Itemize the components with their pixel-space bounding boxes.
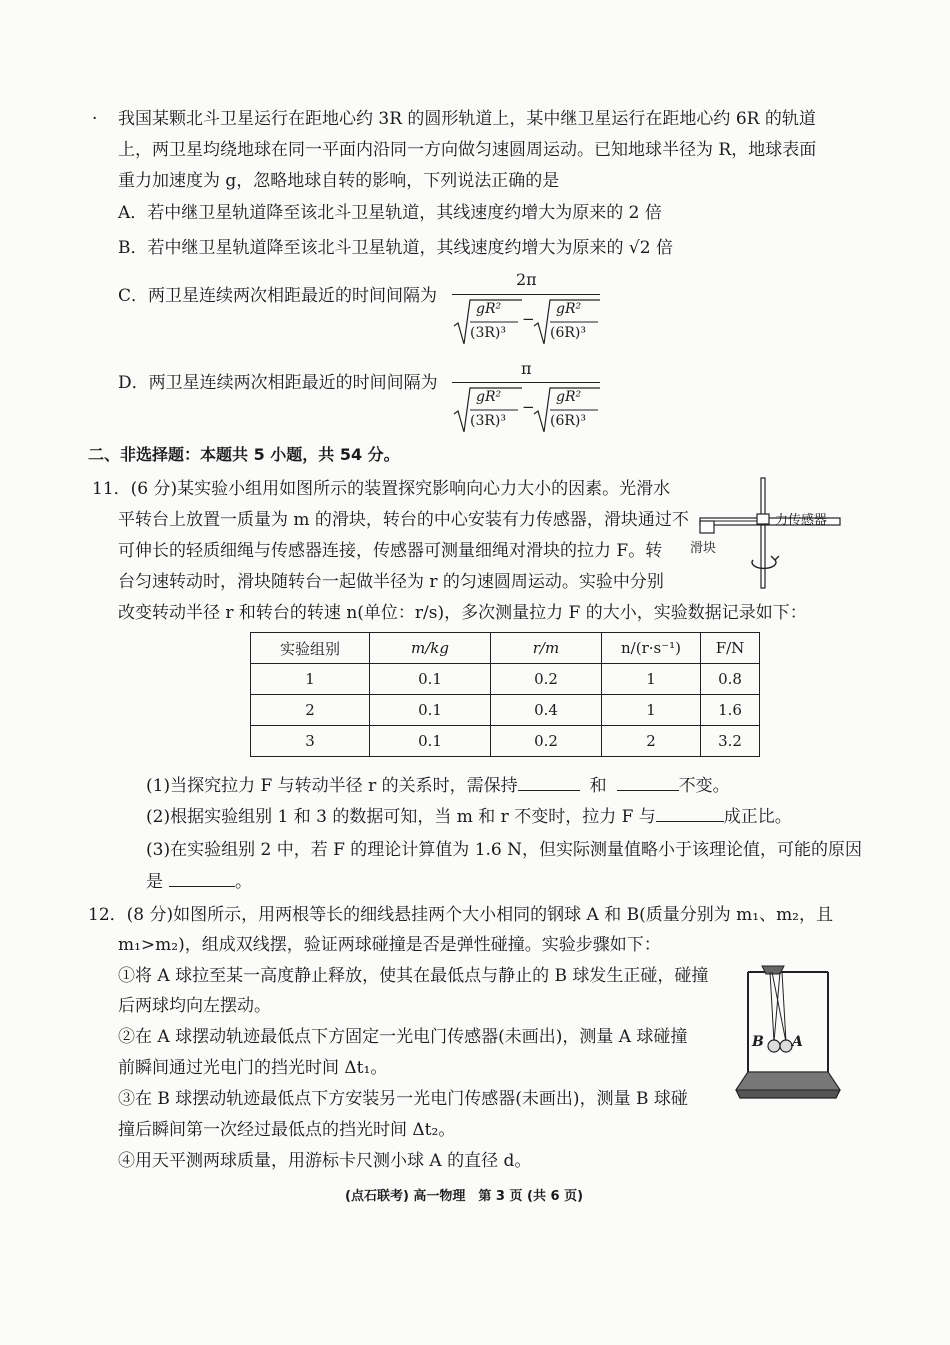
pendulum-figure	[728, 960, 848, 1110]
q10-option-d-radicand-den-2: (6R)³	[550, 413, 586, 429]
q10-option-c-minus: −	[522, 310, 535, 328]
q10-option-c-radicand-den-1: (3R)³	[470, 325, 506, 341]
q11-stem-line3: 可伸长的轻质细绳与传感器连接，传感器可测量细绳对滑块的拉力 F。转	[118, 541, 663, 561]
table-cell: 1	[251, 664, 370, 695]
q11-sub3-text: 是	[146, 872, 163, 892]
table-cell: 1	[602, 664, 701, 695]
answer-blank[interactable]	[169, 885, 235, 887]
q12-step3-a: ③在 B 球摆动轨迹最低点下方安装另一光电门传感器(未画出)，测量 B 球碰	[118, 1089, 688, 1109]
table-cell: 0.8	[701, 664, 760, 695]
table-row	[251, 664, 760, 695]
q10-option-d-minus: −	[522, 398, 535, 416]
q11-subquestion-1	[146, 773, 730, 799]
table-cell: 0.1	[370, 664, 491, 695]
table-cell: 0.1	[370, 695, 491, 726]
question-marker: ·	[92, 109, 98, 129]
table-header-cell: F/N	[701, 633, 760, 664]
q10-option-d-fraction-bar	[452, 382, 600, 383]
table-cell: 3.2	[701, 726, 760, 757]
q11-sub1-and: 和	[589, 776, 607, 796]
q10-option-d: D．两卫星连续两次相距最近的时间间隔为	[118, 373, 438, 393]
q11-subquestion-2	[146, 804, 792, 830]
q10-option-a: A．若中继卫星轨道降至该北斗卫星轨道，其线速度约增大为原来的 2 倍	[118, 203, 662, 223]
table-header-cell: n/(r·s⁻¹)	[602, 633, 701, 664]
q10-option-c-radicand-den-2: (6R)³	[550, 325, 586, 341]
table-header-cell: 实验组别	[251, 633, 370, 664]
q10-option-c: C．两卫星连续两次相距最近的时间间隔为	[118, 286, 438, 306]
q10-option-c-radicand-num-2: gR²	[556, 301, 582, 317]
table-cell: 0.2	[491, 726, 602, 757]
q10-stem-line2: 上，两卫星均绕地球在同一平面内沿同一方向做匀速圆周运动。已知地球半径为 R，地球表面	[118, 140, 817, 160]
table-cell: 0.1	[370, 726, 491, 757]
table-cell: 2	[602, 726, 701, 757]
q12-step3-b: 撞后瞬间第一次经过最低点的挡光时间 Δt₂。	[118, 1120, 456, 1140]
q12-step1-a: ①将 A 球拉至某一高度静止释放，使其在最低点与静止的 B 球发生正碰，碰撞	[118, 966, 709, 986]
ball-b-label: B	[752, 1034, 764, 1050]
answer-blank[interactable]	[617, 789, 679, 791]
q12-stem-line2: m₁>m₂)，组成双线摆，验证两球碰撞是否是弹性碰撞。实验步骤如下：	[118, 935, 661, 955]
table-header-cell: m/kg	[370, 633, 491, 664]
q10-option-b: B．若中继卫星轨道降至该北斗卫星轨道，其线速度约增大为原来的 √2 倍	[118, 238, 673, 258]
table-cell: 3	[251, 726, 370, 757]
q11-stem-line4: 台匀速转动时，滑块随转台一起做半径为 r 的匀速圆周运动。实验中分别	[118, 572, 664, 592]
q10-option-c-numerator: 2π	[516, 270, 537, 289]
table-header-cell: r/m	[491, 633, 602, 664]
q10-stem-line3: 重力加速度为 g，忽略地球自转的影响，下列说法正确的是	[118, 171, 560, 191]
q11-subquestion-3-cont	[146, 869, 252, 895]
q11-sub2-text: (2)根据实验组别 1 和 3 的数据可知，当 m 和 r 不变时，拉力 F 与	[146, 807, 656, 827]
answer-blank[interactable]	[656, 820, 724, 822]
section-heading: 二、非选择题：本题共 5 小题，共 54 分。	[88, 445, 400, 464]
q11-sub3-end: 。	[235, 872, 252, 892]
q11-sub1-text: (1)当探究拉力 F 与转动半径 r 的关系时，需保持	[146, 776, 518, 796]
q10-option-c-radicand-num-1: gR²	[476, 301, 502, 317]
q12-step2-b: 前瞬间通过光电门的挡光时间 Δt₁。	[118, 1058, 388, 1078]
table-cell: 2	[251, 695, 370, 726]
table-cell: 1	[602, 695, 701, 726]
q10-option-d-numerator: π	[521, 359, 532, 378]
force-sensor-label: 力传感器	[775, 513, 828, 528]
table-row	[251, 726, 760, 757]
answer-blank[interactable]	[518, 789, 580, 791]
table-cell: 0.2	[491, 664, 602, 695]
slider-block-label: 滑块	[690, 541, 717, 556]
table-row	[251, 695, 760, 726]
q11-sub1-end: 不变。	[678, 776, 730, 796]
q10-option-d-radicand-num-1: gR²	[476, 389, 502, 405]
q12-step4: ④用天平测两球质量，用游标卡尺测小球 A 的直径 d。	[118, 1151, 532, 1171]
page-footer: (点石联考) 高一物理 第 3 页 (共 6 页)	[345, 1189, 584, 1204]
q11-stem-line1: 11．(6 分)某实验小组用如图所示的装置探究影响向心力大小的因素。光滑水	[92, 479, 671, 499]
q12-step2-a: ②在 A 球摆动轨迹最低点下方固定一光电门传感器(未画出)，测量 A 球碰撞	[118, 1027, 688, 1047]
q11-stem-line5: 改变转动半径 r 和转台的转速 n(单位：r/s)，多次测量拉力 F 的大小，实验数据记录如下：	[118, 603, 807, 623]
ball-a-label: A	[792, 1034, 803, 1050]
q10-stem-line1: 我国某颗北斗卫星运行在距地心约 3R 的圆形轨道上，某中继卫星运行在距地心约 6R 的轨道	[118, 109, 816, 129]
q11-sub2-end: 成正比。	[723, 807, 792, 827]
turntable-figure	[695, 476, 845, 596]
q12-stem-line1: 12．(8 分)如图所示，用两根等长的细线悬挂两个大小相同的钢球 A 和 B(质量分别为 m₁、m₂，且	[88, 905, 834, 925]
q10-option-c-fraction-bar	[452, 294, 600, 295]
q10-option-d-radicand-den-1: (3R)³	[470, 413, 506, 429]
q11-stem-line2: 平转台上放置一质量为 m 的滑块，转台的中心安装有力传感器，滑块通过不	[118, 510, 689, 530]
table-cell: 0.4	[491, 695, 602, 726]
q12-step1-b: 后两球均向左摆动。	[118, 996, 271, 1016]
table-header-row	[251, 633, 760, 664]
experiment-data-table	[250, 632, 760, 757]
q10-option-d-radicand-num-2: gR²	[556, 389, 582, 405]
table-cell: 1.6	[701, 695, 760, 726]
q11-subquestion-3: (3)在实验组别 2 中，若 F 的理论计算值为 1.6 N，但实际测量值略小于该理论值，可能的原因	[146, 840, 863, 860]
